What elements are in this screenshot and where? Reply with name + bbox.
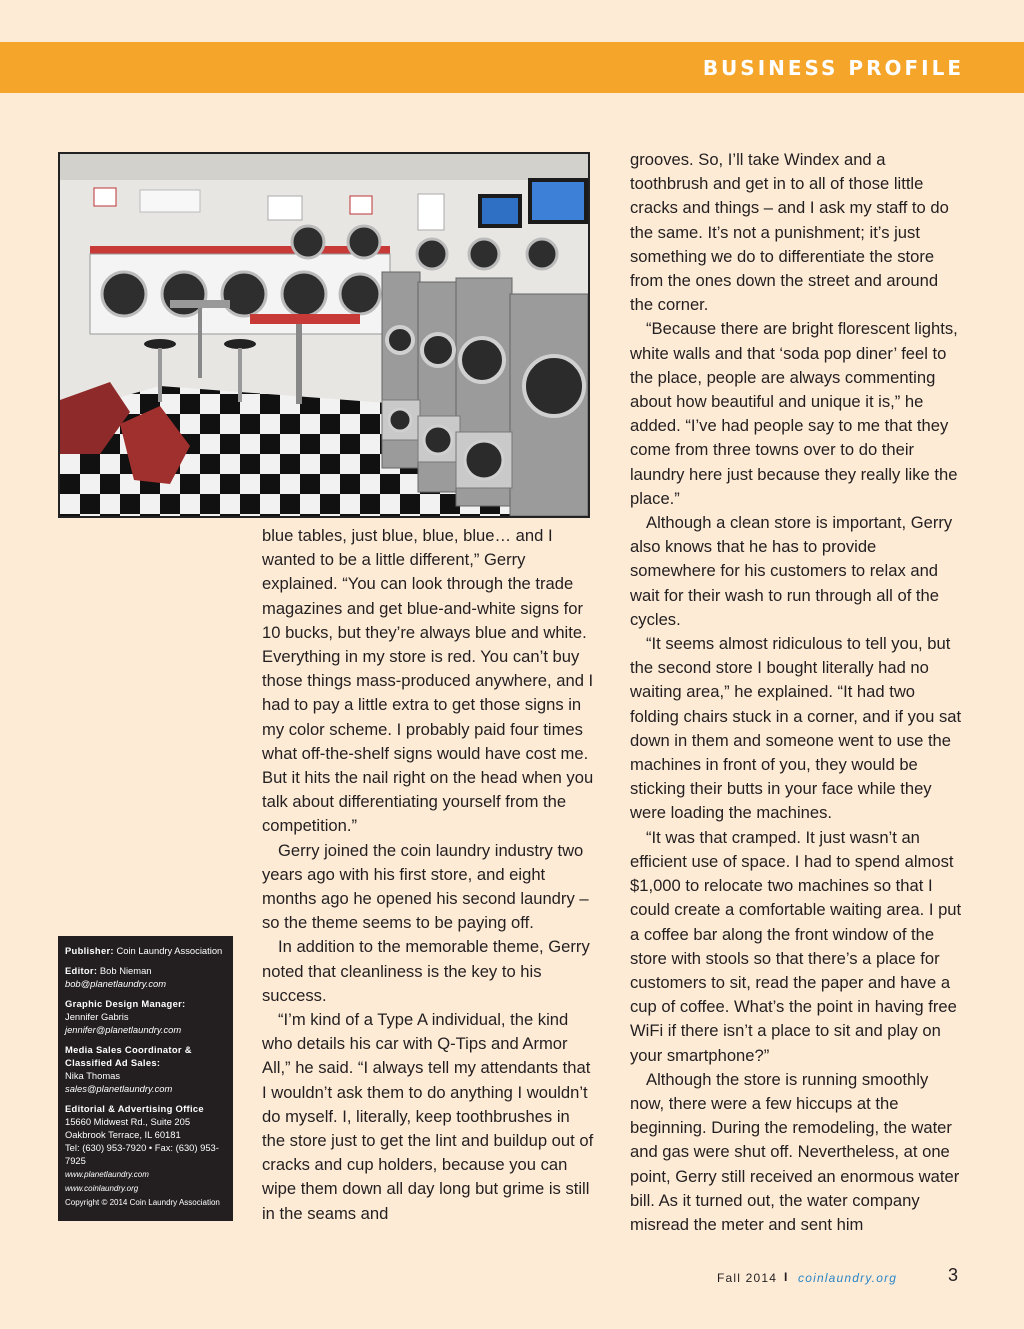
footer-separator: I bbox=[784, 1270, 788, 1284]
office-label: Editorial & Advertising Office bbox=[65, 1103, 204, 1114]
publisher-name: Coin Laundry Association bbox=[116, 945, 223, 956]
paragraph: grooves. So, I’ll take Windex and a toothbrush and get in to all of those little cracks and things – and I ask my staff to do the same. It’s not a punishment; it’s just something we do to differentiate the store from the ones down the street and around the corner. bbox=[630, 150, 949, 315]
address-line-1: 15660 Midwest Rd., Suite 205 bbox=[65, 1116, 191, 1127]
media-label-line-2: Classified Ad Sales: bbox=[65, 1057, 161, 1068]
design-label: Graphic Design Manager: bbox=[65, 998, 186, 1009]
page-footer bbox=[0, 1265, 1024, 1292]
design-email[interactable]: jennifer@planetlaundry.com bbox=[65, 1024, 182, 1035]
media-email[interactable]: sales@planetlaundry.com bbox=[65, 1083, 173, 1094]
paragraph: blue tables, just blue, blue, blue… and I wanted to be a little different,” Gerry explained. “You can look through the trade magazines and get blue-and-white signs for 10 bucks, but they’re always blue and white. Everything in my store is red. You can’t buy those things mass-produced anywhere, and I had to pay a little extra to get those signs in my color scheme. I probably paid four times what off-the-shelf signs would have cost me. But it hits the nail right on the head when you talk about differentiating yourself from the competition.” bbox=[262, 526, 594, 836]
article-column-2 bbox=[262, 524, 596, 1226]
media-label-line-1: Media Sales Coordinator & bbox=[65, 1044, 192, 1055]
paragraph: “I’m kind of a Type A individual, the kind who details his car with Q-Tips and Armor All,” he said. “I always tell my attendants that I wouldn’t ask them to do anything I wouldn’t do myself. I, literally, keep toothbrushes in the store just to get the lint and buildup out of cracks and cup holders, because you can wipe them down all day long but grime is still in the seams and bbox=[262, 1010, 594, 1223]
media-name: Nika Thomas bbox=[65, 1070, 121, 1081]
laundromat-photo bbox=[58, 152, 590, 518]
editor-email[interactable]: bob@planetlaundry.com bbox=[65, 978, 167, 989]
masthead-box bbox=[58, 936, 233, 1221]
page-number: 3 bbox=[948, 1265, 959, 1285]
section-title: BUSINESS PROFILE bbox=[702, 56, 964, 80]
paragraph: In addition to the memorable theme, Gerry noted that cleanliness is the key to his success. bbox=[262, 937, 590, 1005]
copyright: Copyright © 2014 Coin Laundry Association bbox=[65, 1198, 220, 1207]
issue-label: Fall 2014 bbox=[717, 1271, 778, 1285]
paragraph: Gerry joined the coin laundry industry two years ago with his first store, and eight months ago he opened his second laundry – so the theme seems to be paying off. bbox=[262, 840, 589, 933]
website-link-1[interactable]: www.planetlaundry.com bbox=[65, 1170, 149, 1179]
footer-url-link[interactable]: coinlaundry.org bbox=[798, 1271, 898, 1285]
publisher-label: Publisher: bbox=[65, 945, 114, 956]
editor-label: Editor: bbox=[65, 965, 98, 976]
design-name: Jennifer Gabris bbox=[65, 1011, 129, 1022]
paragraph: “It seems almost ridiculous to tell you, but the second store I bought literally had no waiting area,” he explained. “It had two folding chairs stuck in a corner, and if you sat down in them and someone went to use the machines in front of you, they would be sticking their butts in your face while they were loading the machines. bbox=[630, 634, 962, 823]
address-line-2: Oakbrook Terrace, IL 60181 bbox=[65, 1129, 181, 1140]
website-link-2[interactable]: www.coinlaundry.org bbox=[65, 1184, 139, 1193]
paragraph: Although the store is running smoothly now, there were a few hiccups at the beginning. During the remodeling, the water and gas were shut off. Nevertheless, at one point, Gerry still received an enormous water bill. As it turned out, the water company misread the meter and sent him bbox=[630, 1069, 960, 1234]
paragraph: “Because there are bright florescent lights, white walls and that ‘soda pop diner’ feel to the place, people are always commenting about how beautiful and unique it is,” he added. “I’ve had people say to me that they come from three towns over to do their laundry here just because they really like the place.” bbox=[630, 319, 958, 508]
phone-fax: Tel: (630) 953-7920 • Fax: (630) 953-7925 bbox=[65, 1142, 219, 1166]
editor-name: Bob Nieman bbox=[99, 965, 152, 976]
paragraph: Although a clean store is important, Gerry also knows that he has to provide somewhere for his customers to relax and wait for their wash to run through all of the cycles. bbox=[630, 513, 953, 629]
article-column-3 bbox=[630, 148, 964, 1237]
paragraph: “It was that cramped. It just wasn’t an efficient use of space. I had to spend almost $1,000 to relocate two machines so that I could create a comfortable waiting area. I put a coffee bar along the front window of the store with stools so that there’s a place for customers to sit, read the paper and have a cup of coffee. What’s the point in having free WiFi if there isn’t a place to sit and play on your smartphone?” bbox=[630, 827, 962, 1065]
